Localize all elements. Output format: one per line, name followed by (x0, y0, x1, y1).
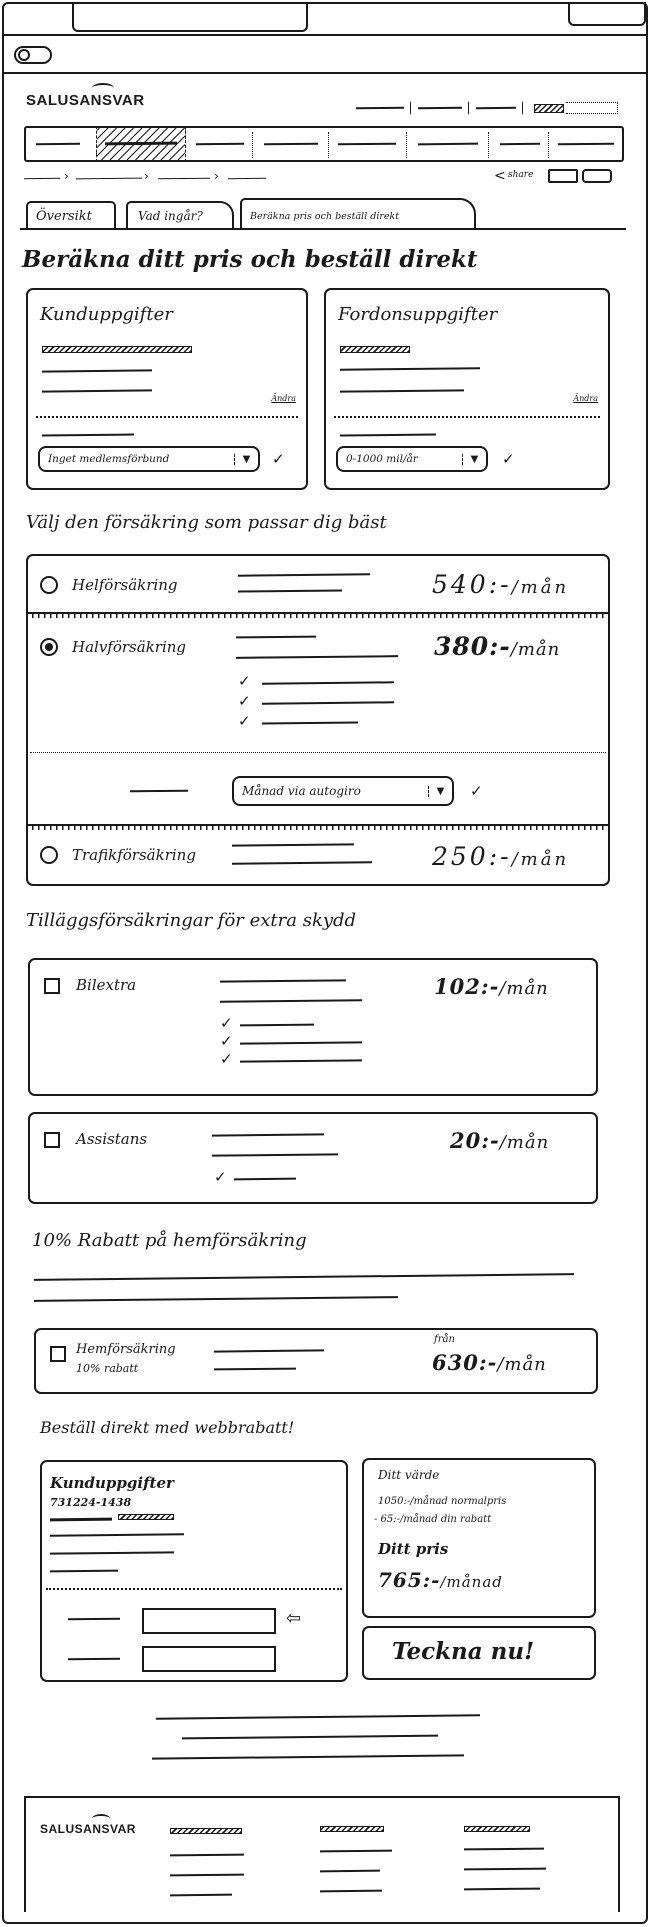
customer-detail-line (50, 1533, 184, 1536)
tab-label: Översikt (36, 209, 92, 224)
section-heading: Tilläggsförsäkringar för extra skydd (26, 910, 357, 931)
logo-text: SALUSANSVAR (40, 1822, 136, 1836)
breadcrumb-item[interactable] (158, 178, 210, 180)
customer-name-value (118, 1514, 174, 1520)
plan-desc-line (236, 636, 316, 639)
addon-name: Assistans (76, 1130, 148, 1148)
utility-nav (356, 102, 620, 114)
card-title: Kunduppgifter (40, 304, 173, 325)
check-icon: ✓ (470, 782, 483, 800)
home-insurance-card (34, 1328, 598, 1394)
order-now-button[interactable] (362, 1626, 596, 1680)
footer-link[interactable] (170, 1854, 244, 1857)
logo-text: SALUSANSVAR (26, 92, 145, 109)
email-field[interactable] (142, 1608, 276, 1634)
nav-item-4[interactable] (264, 143, 318, 146)
membership-select-value: Inget medlemsförbund (48, 453, 170, 465)
addon-desc-line (220, 979, 346, 982)
customer-info-card (26, 288, 308, 490)
footer-link[interactable] (464, 1848, 544, 1851)
price-from-label: från (434, 1334, 455, 1345)
plan-desc-line (238, 589, 342, 592)
check-icon: ✓ (220, 1014, 233, 1032)
plan-desc-line (232, 861, 372, 864)
footer (24, 1796, 620, 1912)
plan-radio[interactable] (40, 846, 58, 864)
addon-card-assistans (28, 1112, 598, 1204)
home-desc-line (214, 1349, 324, 1352)
share-button-2[interactable] (582, 169, 612, 183)
footer-link[interactable] (170, 1894, 232, 1897)
footer-link[interactable] (320, 1890, 382, 1893)
nav-sep (328, 132, 329, 158)
value-summary-box (362, 1458, 596, 1618)
logo-arc-icon (92, 83, 114, 93)
footer-col-heading (464, 1826, 530, 1832)
card-divider (46, 1588, 342, 1590)
utility-link-active[interactable] (534, 104, 564, 113)
value-normal-price: 1050:-/månad normalpris (378, 1496, 507, 1507)
utility-sep (522, 102, 523, 114)
chevron-down-icon: ▼ (462, 454, 486, 465)
addon-checkbox[interactable] (44, 1132, 60, 1148)
footer-link[interactable] (320, 1870, 380, 1873)
order-now-label: Teckna nu! (392, 1638, 535, 1665)
check-icon: ✓ (272, 450, 285, 468)
browser-content-divider (2, 72, 648, 74)
home-name: Hemförsäkring (76, 1342, 176, 1357)
page-title: Beräkna ditt pris och beställ direkt (22, 246, 478, 273)
membership-select[interactable] (38, 446, 260, 472)
section-heading: 10% Rabatt på hemförsäkring (32, 1230, 307, 1251)
main-nav (24, 126, 624, 162)
tab-label: Beräkna pris och beställ direkt (250, 211, 400, 222)
card-divider (36, 416, 298, 418)
value-title: Ditt värde (378, 1468, 440, 1482)
home-discount-label: 10% rabatt (76, 1362, 139, 1375)
footer-col-heading (170, 1828, 242, 1834)
addon-name: Bilextra (76, 976, 137, 994)
plan-price: 380:-/mån (434, 632, 561, 661)
back-forward-icon[interactable] (14, 46, 52, 64)
nav-item-3[interactable] (196, 143, 244, 146)
edit-link[interactable]: Ändra (271, 394, 296, 403)
tabs-baseline (20, 228, 626, 230)
tab-label: Vad ingår? (138, 209, 203, 223)
customer-id-number: 731224-1438 (50, 1496, 132, 1509)
payment-divider (30, 752, 606, 753)
addon-price: 20:-/mån (450, 1128, 550, 1153)
plan-name: Helförsäkring (72, 576, 178, 594)
plan-row-traffic[interactable] (26, 830, 610, 886)
payment-label (130, 790, 188, 793)
addon-price: 102:-/mån (434, 974, 549, 999)
logo-arc-icon (92, 1814, 110, 1823)
utility-sep (410, 102, 411, 114)
customer-name-value (42, 346, 192, 353)
arrow-left-icon: ⇦ (286, 1608, 302, 1629)
membership-label (42, 434, 134, 437)
footer-col-heading (320, 1826, 384, 1832)
footer-link[interactable] (320, 1850, 392, 1853)
utility-link-3[interactable] (476, 107, 516, 109)
card-title: Fordonsuppgifter (338, 304, 498, 325)
customer-detail-line (42, 389, 152, 392)
mileage-select-value: 0-1000 mil/år (346, 453, 418, 465)
plan-feature-line (262, 681, 394, 684)
share-icon: < (494, 168, 506, 184)
customer-name-struck (50, 1518, 112, 1522)
breadcrumb-chevron-icon: › (64, 169, 69, 183)
check-icon: ✓ (238, 692, 251, 710)
vehicle-detail-line (340, 367, 480, 370)
addon-feature-line (240, 1024, 314, 1027)
check-icon: ✓ (220, 1032, 233, 1050)
addon-desc-line (220, 999, 362, 1002)
addon-card-bilextra (28, 958, 598, 1096)
share-widget[interactable] (494, 168, 630, 186)
your-price: 765:-/månad (378, 1568, 503, 1592)
section-heading: Beställ direkt med webbrabatt! (40, 1418, 295, 1437)
nav-sep (406, 132, 407, 158)
customer-detail-line (50, 1570, 118, 1573)
check-icon: ✓ (502, 450, 515, 468)
share-label: share (508, 170, 534, 180)
vehicle-reg-value (340, 346, 410, 353)
nav-item-5[interactable] (338, 143, 396, 146)
your-price-label: Ditt pris (378, 1540, 449, 1558)
plan-desc-line (232, 843, 354, 846)
footer-link[interactable] (464, 1868, 546, 1871)
card-divider (334, 416, 600, 418)
mileage-select[interactable] (336, 446, 488, 472)
plan-desc-line (236, 655, 398, 659)
utility-login[interactable] (566, 102, 618, 114)
input-label (68, 1658, 120, 1661)
order-customer-card (40, 1460, 348, 1682)
section-heading: Välj den försäkring som passar dig bäst (26, 512, 387, 533)
footer-link[interactable] (170, 1874, 244, 1877)
chevron-down-icon: ▼ (234, 454, 258, 465)
browser-toolbar-divider (2, 34, 648, 36)
check-icon: ✓ (238, 672, 251, 690)
breadcrumb-chevron-icon: › (144, 169, 149, 183)
nav-sep (488, 132, 489, 158)
home-price: 630:-/mån (432, 1350, 547, 1375)
nav-item-8[interactable] (558, 143, 614, 146)
plan-row-half[interactable] (26, 618, 610, 750)
addon-desc-line (212, 1153, 338, 1156)
edit-link[interactable]: Ändra (573, 394, 598, 403)
breadcrumb-item[interactable] (228, 178, 266, 179)
nav-sep (252, 132, 253, 158)
value-discount: - 65:-/månad din rabatt (374, 1514, 492, 1525)
input-label (68, 1618, 120, 1621)
footer-link[interactable] (464, 1888, 540, 1891)
logo[interactable] (26, 92, 145, 109)
addon-desc-line (212, 1133, 324, 1136)
nav-item-2-active[interactable] (96, 126, 186, 162)
vehicle-info-card (324, 288, 610, 490)
tab-calculate-price[interactable] (240, 198, 476, 230)
addon-feature-line (240, 1041, 362, 1044)
nav-item-1[interactable] (36, 143, 80, 145)
customer-detail-line (50, 1551, 174, 1554)
payment-select[interactable] (232, 776, 454, 806)
home-desc-line (214, 1368, 296, 1371)
browser-tab-right[interactable] (568, 2, 646, 26)
plan-radio[interactable] (40, 576, 58, 594)
chevron-down-icon: ▼ (428, 786, 452, 797)
tab-overview[interactable] (26, 201, 116, 229)
plan-name: Trafikförsäkring (72, 846, 196, 864)
payment-row (26, 760, 610, 820)
plan-desc-line (238, 573, 370, 576)
vehicle-detail-line (340, 389, 464, 392)
payment-select-value: Månad via autogiro (242, 784, 361, 798)
phone-field[interactable] (142, 1646, 276, 1672)
utility-link-2[interactable] (418, 107, 462, 109)
check-icon: ✓ (220, 1050, 233, 1068)
plan-radio[interactable] (40, 638, 58, 656)
utility-sep (468, 102, 469, 114)
addon-feature-line (234, 1178, 296, 1181)
plan-row-full[interactable] (26, 554, 610, 612)
nav-item-7[interactable] (500, 143, 540, 145)
plan-price: 540:-/mån (432, 570, 570, 599)
check-icon: ✓ (238, 712, 251, 730)
plan-feature-line (262, 701, 394, 704)
browser-tab[interactable] (72, 2, 308, 32)
utility-link-1[interactable] (356, 107, 404, 110)
home-checkbox[interactable] (50, 1346, 66, 1362)
share-button-1[interactable] (548, 169, 578, 183)
footer-logo[interactable] (40, 1822, 136, 1836)
plan-price: 250:-/mån (432, 842, 570, 871)
mileage-label (340, 433, 436, 436)
customer-detail-line (42, 369, 152, 372)
card-title: Kunduppgifter (50, 1474, 174, 1492)
nav-item-6[interactable] (418, 143, 478, 146)
breadcrumb-item[interactable] (76, 178, 142, 180)
plan-name: Halvförsäkring (72, 638, 187, 656)
tab-whats-included[interactable] (126, 201, 234, 229)
breadcrumb-chevron-icon: › (214, 169, 219, 183)
plan-feature-line (262, 721, 358, 724)
addon-checkbox[interactable] (44, 978, 60, 994)
addon-feature-line (240, 1059, 362, 1062)
breadcrumb (24, 169, 324, 186)
nav-sep (548, 132, 549, 158)
breadcrumb-item[interactable] (24, 178, 60, 179)
check-icon: ✓ (214, 1168, 227, 1186)
